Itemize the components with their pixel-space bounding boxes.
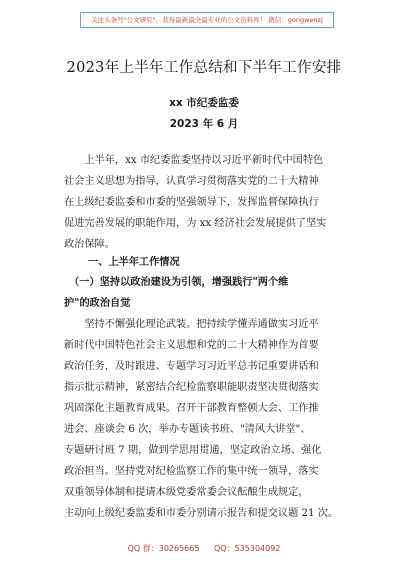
text-line: 巩固深化主题教育成果。召开干部教育整顿大会、工作推 xyxy=(64,403,319,414)
page-footer xyxy=(0,543,408,554)
text-line: 坚持不懈强化理论武装。把持续学懂弄通做实习近平 xyxy=(64,319,319,330)
text-line: 促进完善发展的职能作用，为 xx 经济社会发展提供了坚实 xyxy=(64,218,327,229)
text-line: 专题研讨班 7 期，做到学思用贯通，坚定政治立场、强化 xyxy=(64,445,322,456)
body-paragraph xyxy=(64,314,354,524)
text-line: 在上级纪委监委和市委的坚强领导下，发挥监督保障执行 xyxy=(64,197,319,208)
text-line: 主动向上级纪委监委和市委分别请示报告和提交议题 21 次。 xyxy=(64,508,339,519)
text-line: 政治任务，及时跟进、专题学习习近平总书记重要讲话和 xyxy=(64,361,319,372)
page-title: 2023年上半年工作总结和下半年工作安排 xyxy=(66,60,342,76)
section-heading: 一、上半年工作情况 xyxy=(88,257,180,268)
heading-line: （一）坚持以政治建设为引领，增强践行"两个维 xyxy=(64,277,289,288)
text-line: 政治保障。 xyxy=(64,239,115,250)
text-line: 社会主义思想为指导，认真学习贯彻落实党的二十大精神 xyxy=(64,176,319,187)
subsection-heading xyxy=(64,272,354,314)
text-line: 新时代中国特色社会主义思想和党的二十大精神作为首要 xyxy=(64,340,319,351)
text-line: 政治担当。坚持党对纪检监察工作的集中统一领导，落实 xyxy=(64,466,319,477)
document-author: xx 市纪委监委 xyxy=(169,97,239,109)
heading-line: 护"的政治自觉 xyxy=(64,298,131,309)
document-date: 2023 年 6 月 xyxy=(169,118,239,130)
qq-contact: QQ：535304092 xyxy=(214,544,281,553)
text-line: 指示批示精神，紧密结合纪检监察职能职责坚决贯彻落实 xyxy=(64,382,319,393)
text-line: 进会、座谈会 6 次，举办专题读书班、"清风大讲堂"、 xyxy=(64,424,311,435)
text-line: 双重领导体制和提请本级党委常委会议酝酿生成规定， xyxy=(64,487,309,498)
intro-paragraph xyxy=(64,150,354,255)
qq-group: QQ 群：30265665 xyxy=(127,544,200,553)
text-line: 上半年，xx 市纪委监委坚持以习近平新时代中国特色 xyxy=(64,155,324,166)
header-notice: 关注头条号"公文研究"，获得最新最全最专业的公文资料库！ 微信：gongwenzj xyxy=(80,12,334,28)
